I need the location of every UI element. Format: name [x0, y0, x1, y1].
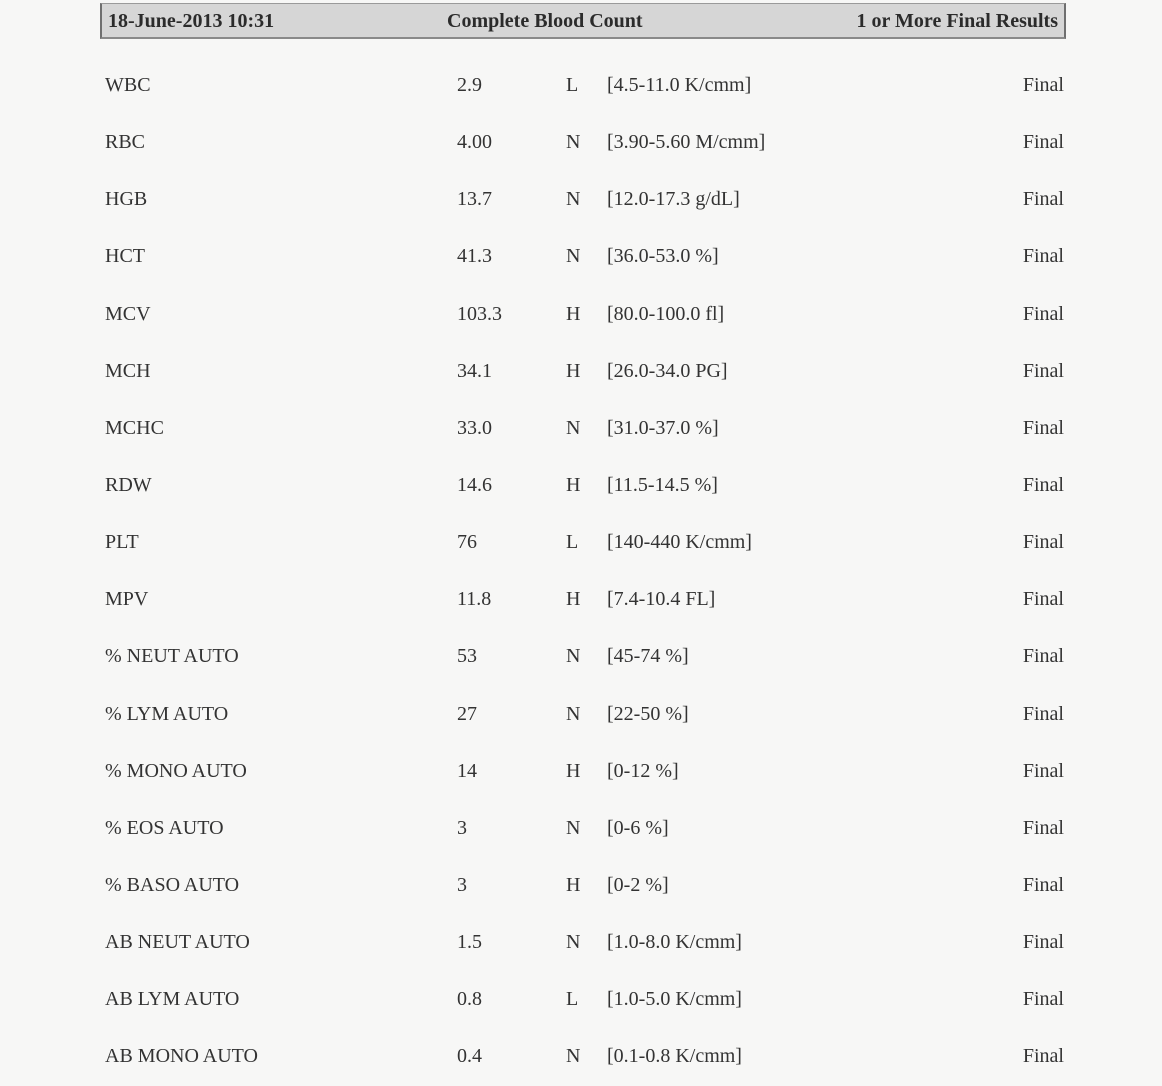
result-row	[0, 800, 1162, 857]
test-flag: N	[566, 188, 581, 211]
result-status: Final	[1022, 588, 1064, 611]
test-flag: H	[566, 873, 581, 896]
test-name: HCT	[105, 245, 145, 268]
reference-range: [0-6 %]	[607, 816, 669, 839]
test-value: 103.3	[457, 302, 502, 325]
report-title: Complete Blood Count	[447, 10, 643, 32]
reference-range: [140-440 K/cmm]	[607, 531, 752, 554]
result-status: Final	[1022, 931, 1064, 954]
result-row	[0, 171, 1162, 228]
reference-range: [3.90-5.60 M/cmm]	[607, 131, 766, 154]
reference-range: [31.0-37.0 %]	[607, 416, 719, 439]
test-value: 33.0	[457, 416, 492, 439]
test-value: 14.6	[457, 473, 492, 496]
test-name: % MONO AUTO	[105, 759, 247, 782]
test-value: 3	[457, 873, 467, 896]
test-value: 53	[457, 645, 477, 668]
test-flag: H	[566, 359, 581, 382]
test-name: AB NEUT AUTO	[105, 931, 250, 954]
result-status: Final	[1022, 816, 1064, 839]
test-name: HGB	[105, 188, 148, 211]
test-value: 13.7	[457, 188, 492, 211]
reference-range: [11.5-14.5 %]	[607, 473, 718, 496]
test-value: 0.8	[457, 988, 482, 1011]
result-status: Final	[1022, 1045, 1064, 1068]
result-row	[0, 457, 1162, 514]
result-row	[0, 743, 1162, 800]
test-flag: H	[566, 473, 581, 496]
result-row	[0, 343, 1162, 400]
reference-range: [22-50 %]	[607, 702, 689, 725]
result-row	[0, 514, 1162, 571]
test-flag: L	[566, 988, 579, 1011]
result-row	[0, 857, 1162, 914]
test-value: 76	[457, 531, 477, 554]
result-row	[0, 571, 1162, 628]
test-value: 0.4	[457, 1045, 482, 1068]
reference-range: [4.5-11.0 K/cmm]	[607, 74, 752, 96]
test-name: MPV	[105, 588, 149, 611]
test-value: 4.00	[457, 131, 492, 154]
test-name: MCH	[105, 359, 151, 382]
reference-range: [0-2 %]	[607, 873, 669, 896]
test-flag: N	[566, 131, 581, 154]
result-row	[0, 914, 1162, 971]
test-flag: L	[566, 531, 579, 554]
test-flag: L	[566, 74, 579, 96]
test-value: 1.5	[457, 931, 482, 954]
test-name: % LYM AUTO	[105, 702, 229, 725]
result-status: Final	[1022, 416, 1064, 439]
result-row	[0, 228, 1162, 285]
test-value: 14	[457, 759, 477, 782]
test-value: 34.1	[457, 359, 492, 382]
result-status: Final	[1022, 473, 1064, 496]
result-row	[0, 114, 1162, 171]
reference-range: [0.1-0.8 K/cmm]	[607, 1045, 742, 1068]
reference-range: [12.0-17.3 g/dL]	[607, 188, 740, 211]
test-flag: N	[566, 245, 581, 268]
result-row	[0, 286, 1162, 343]
test-flag: N	[566, 816, 581, 839]
result-row	[0, 400, 1162, 457]
result-status: Final	[1022, 74, 1064, 96]
result-status: Final	[1022, 245, 1064, 268]
result-status: Final	[1022, 131, 1064, 154]
test-name: % EOS AUTO	[105, 816, 224, 839]
test-flag: H	[566, 588, 581, 611]
result-status: Final	[1022, 188, 1064, 211]
test-name: % BASO AUTO	[105, 873, 240, 896]
reference-range: [7.4-10.4 FL]	[607, 588, 716, 611]
test-name: WBC	[105, 74, 151, 96]
result-status: Final	[1022, 531, 1064, 554]
reference-range: [26.0-34.0 PG]	[607, 359, 728, 382]
test-flag: N	[566, 702, 581, 725]
test-name: MCV	[105, 302, 151, 325]
test-name: MCHC	[105, 416, 164, 439]
results-list	[0, 57, 1162, 1086]
test-value: 3	[457, 816, 467, 839]
test-flag: H	[566, 302, 581, 325]
result-row	[0, 686, 1162, 743]
test-flag: H	[566, 759, 581, 782]
test-value: 27	[457, 702, 477, 725]
report-status: 1 or More Final Results	[856, 10, 1058, 32]
result-row	[0, 57, 1162, 114]
test-flag: N	[566, 931, 581, 954]
test-flag: N	[566, 1045, 581, 1068]
result-row	[0, 1028, 1162, 1085]
result-status: Final	[1022, 702, 1064, 725]
result-status: Final	[1022, 873, 1064, 896]
reference-range: [80.0-100.0 fl]	[607, 302, 725, 325]
test-name: RBC	[105, 131, 146, 154]
test-name: AB MONO AUTO	[105, 1045, 258, 1068]
test-name: AB LYM AUTO	[105, 988, 240, 1011]
test-flag: N	[566, 416, 581, 439]
reference-range: [36.0-53.0 %]	[607, 245, 719, 268]
test-name: RDW	[105, 473, 152, 496]
test-value: 2.9	[457, 74, 482, 96]
test-name: PLT	[105, 531, 139, 554]
report-date: 18-June-2013 10:31	[108, 10, 275, 32]
result-status: Final	[1022, 759, 1064, 782]
result-status: Final	[1022, 302, 1064, 325]
report-header	[100, 3, 1066, 39]
reference-range: [1.0-5.0 K/cmm]	[607, 988, 742, 1011]
test-value: 11.8	[457, 588, 492, 611]
test-name: % NEUT AUTO	[105, 645, 239, 668]
test-flag: N	[566, 645, 581, 668]
result-row	[0, 628, 1162, 685]
test-value: 41.3	[457, 245, 492, 268]
result-status: Final	[1022, 988, 1064, 1011]
result-row	[0, 971, 1162, 1028]
reference-range: [1.0-8.0 K/cmm]	[607, 931, 742, 954]
result-status: Final	[1022, 359, 1064, 382]
reference-range: [0-12 %]	[607, 759, 679, 782]
reference-range: [45-74 %]	[607, 645, 689, 668]
result-status: Final	[1022, 645, 1064, 668]
